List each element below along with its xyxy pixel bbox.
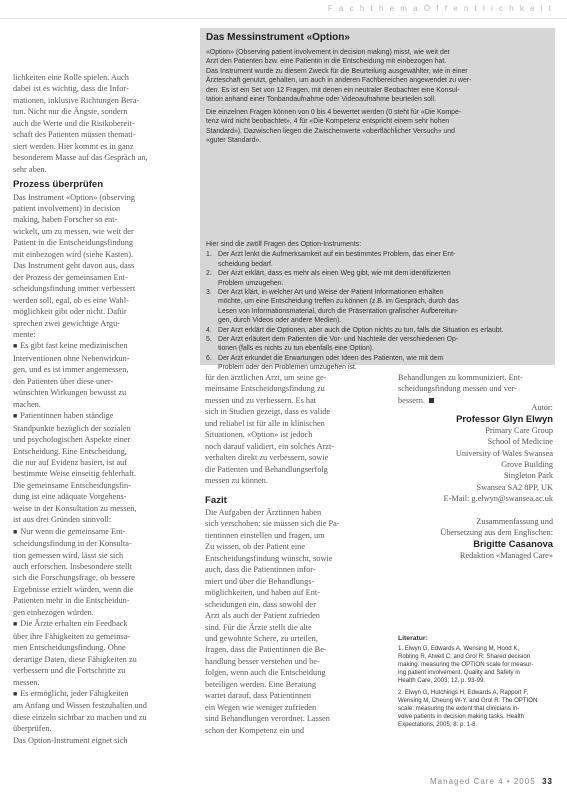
author-affiliation-line: Grove Building (501, 460, 553, 470)
author-affiliation-line: School of Medicine (487, 437, 553, 447)
translator-name: Brigitte Casanova (473, 538, 553, 550)
author-affiliation-line: Singleton Park (503, 471, 553, 481)
column-1 (13, 72, 188, 746)
literature-heading: Literatur: (398, 635, 428, 642)
author-name: Professor Glyn Elwyn (456, 413, 553, 425)
author-block (393, 402, 553, 561)
author-affiliation-line: Swansea SA2 8PP, UK (476, 482, 553, 492)
reference-item: 1. Elwyn G, Edwards A, Wensing M, Hood K, Robling R, Atwell C, and Grol R: Shared decision making: measuring the OPTION scale for measur- ing patient involvement. Quality and Safety in Health Care, 2003; 12, p. 93-99. (398, 645, 534, 685)
running-head: F a c h t h e m a Ö f f e n t l i c h k e i t (327, 4, 553, 13)
translation-label: Zusammenfassung und Übersetzung aus dem Englischen: (440, 516, 553, 538)
author-email[interactable]: E-Mail: g.elwyn@swansea.ac.uk (443, 494, 553, 504)
page-footer (430, 777, 553, 786)
question-item: 3. Der Arzt klärt, in welcher Art und Weise der Patient Informationen erhalten möchte, um eine Entscheidung treffen zu können (z.B. im Gespräch, durch das Lesen von Informationsmaterial, durch die Präsentation grafischer Aufbereitun- gen, durch Videos oder andere Medien). (206, 289, 459, 325)
col1-paragraph-a: lichkeiten eine Rolle spielen. Auch dabei ist es wichtig, dass die Infor- mationen, inklusive Richtungen Bera- tun. Nicht nur die Ängste, sondern auch die Werte und die Risikobereit- schaft des Patienten müssen themati- siert werden. Hier kommt es in ganz besonderem Masse auf das Gespräch an, sehr aben. (13, 73, 148, 174)
literature-block (398, 635, 555, 732)
bullet-square-icon: ■ (13, 412, 18, 421)
bullet-square-icon: ■ (13, 527, 18, 536)
info-box-paragraph-1: «Option» (Observing patient involvement in decision making) misst, wie weit der Arzt den Patienten bzw. eine Patientin in die Entscheidung mit einbezogen hat. Das Instrument wurde zu diesem Zweck für die Beurteilung ausgewählter, wie in einer Ärzteschaft genutzt, gehalten, um auch in anderen Fachbereichen angewendet zu wer- den. Es ist ein Set von 12 Fragen, mit denen ein neutraler Beobachter eine Konsul- tation anhand einer Tonbandaufnahme oder Videoaufnahme beurteilen soll. (206, 49, 472, 104)
question-list-title: Hier sind die zwölf Fragen des Option-Instruments: (206, 241, 362, 248)
bullet-square-icon: ■ (13, 690, 18, 699)
info-box-title: Das Messinstrument «Option» (206, 32, 350, 43)
bullet-item: ■ Nur wenn die gemeinsame Ent- scheidungsfindung in der Konsulta- tion gemessen wird, lässt sie sich auch erforschen. Insbesondere stellt sich die Forschungsfrage, ob bessere Ergebnisse erzielt würden, wenn die Patienten mehr in die Entscheidun- gen einbezogen würden. (13, 526, 135, 617)
author-affiliation-line: Primary Care Group (485, 425, 553, 435)
header-rule (0, 18, 567, 19)
bullet-square-icon: ■ (13, 342, 18, 351)
question-item: 5. Der Arzt erläutert dem Patienten die Vor- und Nachteile der verschiedenen Op- tionen (falls es nichts zu tun ebenfalls eine Option). (206, 336, 459, 353)
col1-paragraph-b: Das Instrument «Option» (observing patient involvement) in decision making, haben Forscher so ent- wickelt, um zu messen, wie weit der Patient in die Entscheidungsfindung mit einbezogen wird (siehe Kasten). Das Instrument geht davon aus, dass der Prozess der gemeinsamen Ent- scheidungsfindung immer verbessert werden soll, egal, ob es eine Wahl- möglichkeit gibt oder nicht. Dafür sprechen zwei gewichtige Argu- mente: (13, 192, 136, 339)
section-heading-fazit: Fazit (205, 494, 227, 506)
question-item: 4. Der Arzt erklärt die Optionen, aber auch die Option nichts zu tun, falls die Situation es erlaubt. (206, 326, 504, 334)
col3-paragraph-a: Behandlungen zu kommuniziert. Ent- scheidungsfindung messen und ver- bessern. (398, 373, 523, 405)
col1-paragraph-c: Das Option-Instrument eignet sich (13, 735, 128, 745)
column-2 (205, 372, 380, 736)
bullet-item: ■ Es gibt fast keine medizinischen Interventionen ohne Nebenwirkun- gen, und es ist immer angemessen, den Patienten über diese uner- wünschten Wirkungen bewusst zu machen. (13, 341, 130, 409)
question-item: 1. Der Arzt lenkt die Aufmerksamkeit auf ein bestimmtes Problem, das einer Ent- scheidung bedarf. (206, 251, 456, 268)
journal-issue: Managed Care 4 • 2005 (430, 777, 536, 786)
author-affiliation-line: University of Wales Swansea (455, 448, 553, 458)
bullet-square-icon: ■ (13, 620, 18, 629)
col2-paragraph-a: für den ärztlichen Arzt, um seine ge- meinsame Entscheidungsfindung zu messen und zu verbessern. Es hat sich in Studien gezeigt, dass es valide und reliabel ist für alle in klinischen Situationen. «Option» ist jedoch noch darauf validiert, ein solches Arzt- verhalten direkt zu verbessern, sowie die Patienten und Behandlungserfolg messen zu können. (205, 373, 335, 486)
page-number: 33 (542, 777, 553, 786)
author-label: Autor: (531, 403, 553, 412)
bullet-item: ■ Die Ärzte erhalten ein Feedback über ihre Fähigkeiten zu gemeinsa- men Entscheidungsfindung. Ohne derartige Daten, diese Fähigkeiten zu verbessern und die Fortschritte zu messen. (13, 619, 137, 687)
info-box-paragraph-2: Die einzelnen Fragen können von 0 bis 4 bewertet werden (0 steht für «Die Kompe- tenz wird nicht beobachtet», 4 für «Die Kompetenz entspricht einem sehr hohen Standard»). Dazwischen liegen die Zwischenwerte «oberflächlicher Versuch» und «guter Standard». (206, 109, 462, 145)
info-box-option (200, 28, 555, 372)
question-item: 2. Der Arzt erklärt, dass es mehr als einen Weg gibt, wie mit dem identifizierten Problem umzugehen. (206, 270, 451, 287)
col2-paragraph-b: Die Aufgaben der Ärztinnen haben sich verschoben: sie müssen sich die Pa- tientinnen einstellen und fragen, um Zu wissen, ob der Patient eine Entscheidungsfindung wünscht, sowie auch, dass die Patientinnen infor- miert und über die Behandlungs- möglichkeiten, und haben auf Ent- scheidungen ein, dass sowohl der Arzt als auch der Patient zufrieden sind. Für die Ärzte stellt die alte und gewohnte Schere, zu urteilen, fragen, dass die Patientinnen die Be- handlung besser verstehen und be- folgen, wenn auch die Entscheidung beteiligen werden. Eine Beratung wartet darauf, dass Patientinnen ein Wegen wie weniger zufrieden sind Behandlungen verordnet. Lassen schon der Kompetenz ein und (205, 507, 340, 735)
section-heading-prozess: Prozess überprüfen (13, 179, 104, 191)
reference-item: 2. Elwyn G, Hutchings H, Edwards A, Rapport F, Wensing M, Cheung W-Y, and Grol R: The OPTION scale: measuring the extent that clinicians in- volve patients in decision making tasks. Health Expectations, 2005; 8: p. 1-8. (398, 688, 538, 728)
question-list (206, 240, 549, 373)
question-item: 6. Der Arzt erkundet die Erwartungen oder Ideen des Patienten, wie mit dem Problem oder den Problemen umzugehen ist. (206, 354, 444, 372)
bullet-item: ■ Es ermöglicht, jeder Fähigkeiten am Anfang und Wissen festzuhalten und diese einzeln sichtbar zu machen und zu überprüfen. (13, 689, 147, 734)
translator-role: Redaktion «Managed Care» (459, 550, 553, 560)
bullet-item: ■ Patientinnen haben ständige Standpunkte bezüglich der sozialen und psychologischen Aspekte einer Entscheidung. Eine Entscheidung, die nur auf Evidenz basiert, ist auf bestimmte Weise einseitig fehlerhaft. Die gemeinsame Entscheidungsfin- dung ist eine adäquate Vorgehens- weise in der Konsultation zu messen, ist aus drei Gründen sinnvoll: (13, 411, 137, 525)
